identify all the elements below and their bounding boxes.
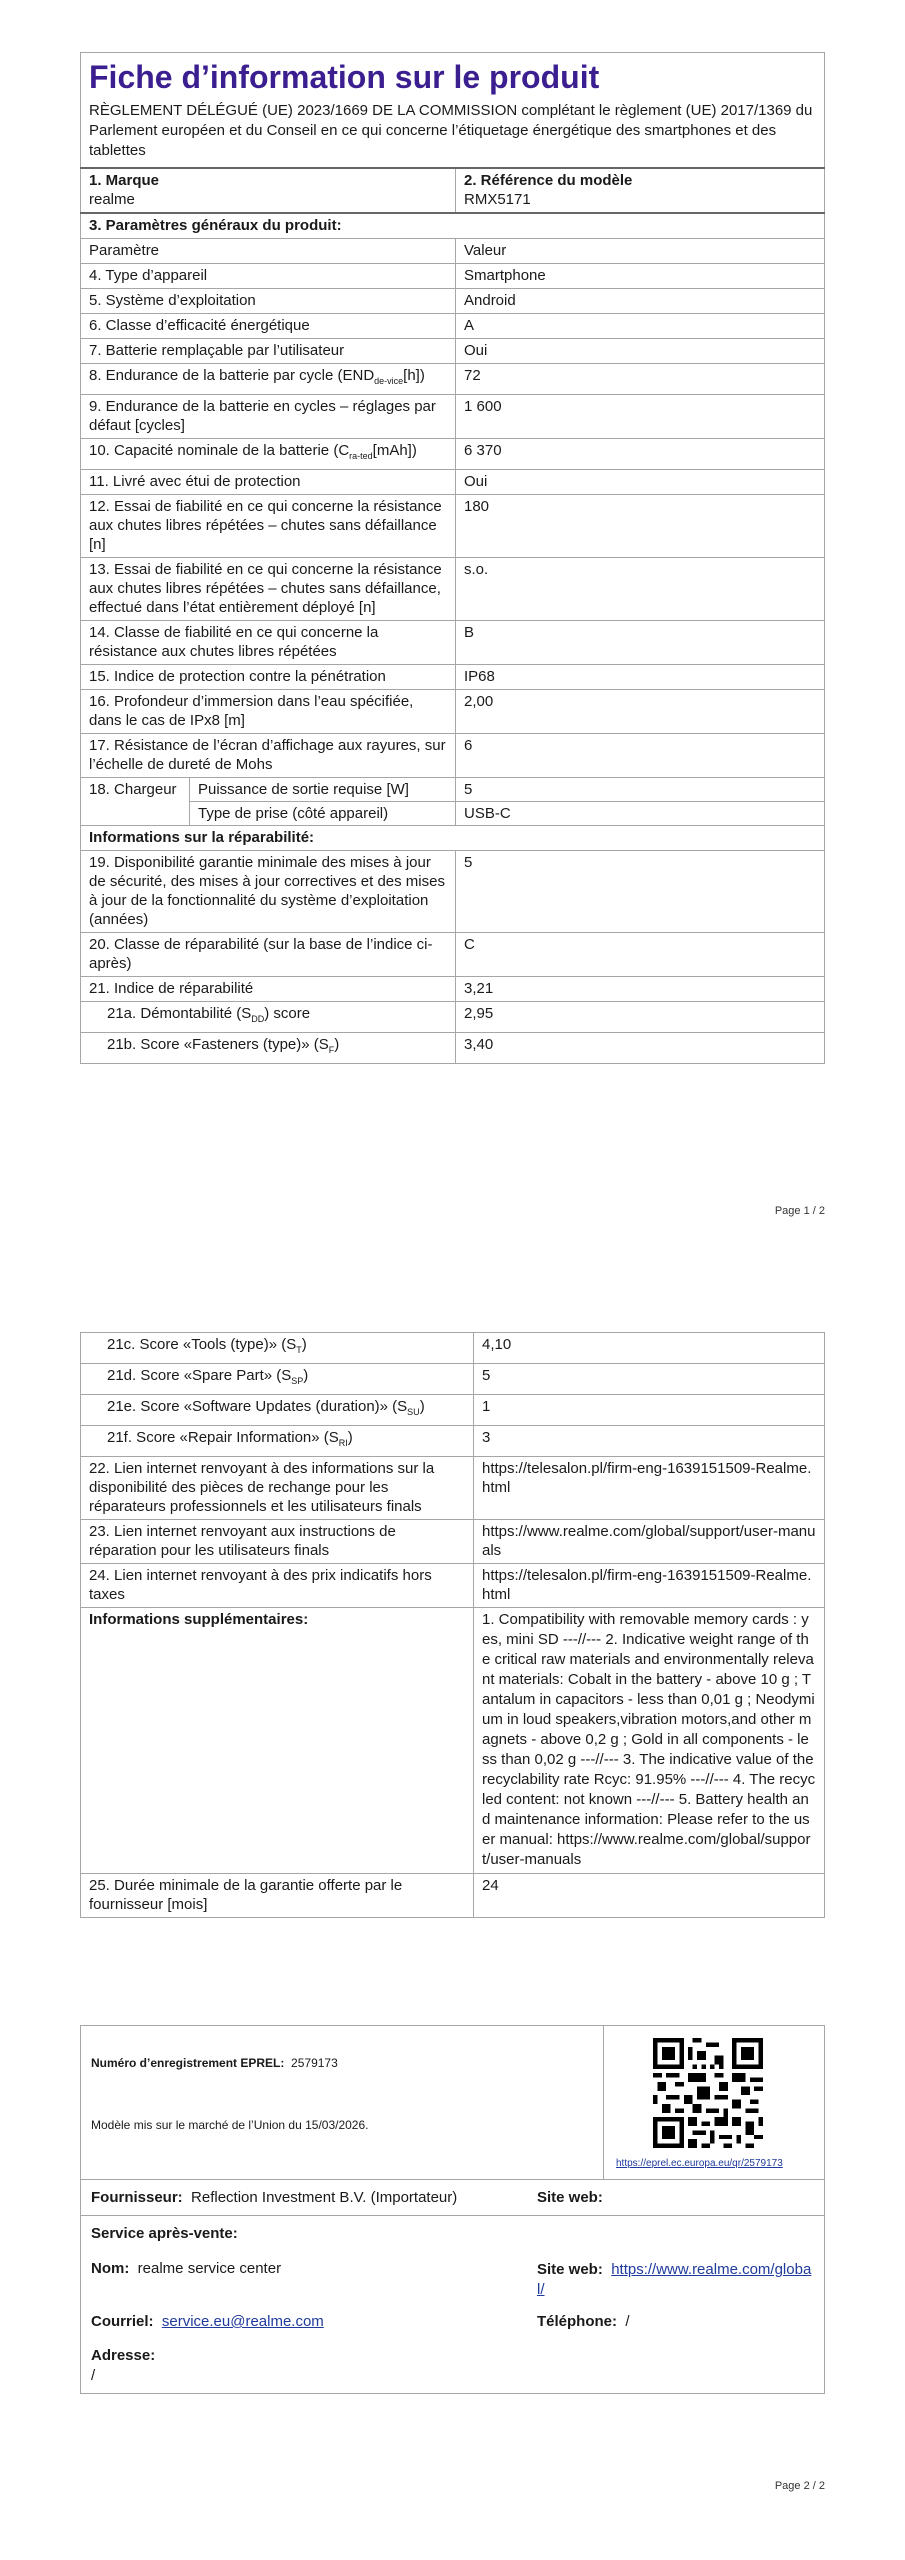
supplier-site-label: Site web:	[537, 2189, 603, 2206]
charger-power-label: Puissance de sortie requise [W]	[190, 778, 456, 802]
table-row: 21b. Score «Fasteners (type)» $(S_F)$ 3,40	[81, 1033, 825, 1064]
brand-cell	[81, 168, 456, 213]
model-label: 2. Référence du modèle	[464, 172, 633, 189]
phone-label: Téléphone:	[537, 2313, 618, 2330]
table-row	[81, 1608, 825, 1874]
market-date: Modèle mis sur le marché de l’Union du 15/03/2026.	[91, 2118, 369, 2132]
service-name-value: realme service center	[137, 2260, 282, 2277]
section-general: 3. Paramètres généraux du produit:	[81, 213, 825, 239]
table-row: 21e. Score «Software Updates (duration)» $(S_{SU})$ 1	[81, 1395, 825, 1426]
table-row: 21a. Démontabilité $(S_{DD})$ score 2,95	[81, 1002, 825, 1033]
table-row: 12. Essai de fiabilité en ce qui concerne la résistance aux chutes libres répétées – chutes sans défaillance [n] 180	[81, 495, 825, 558]
spec-table-2	[80, 1332, 825, 1918]
phone-value: /	[625, 2313, 630, 2330]
charger-label: 18. Chargeur	[81, 778, 190, 825]
spec-table-1	[80, 167, 825, 1064]
sheet-header	[80, 52, 825, 167]
table-row: 25. Durée minimale de la garantie offerte par le fournisseur [mois] 24	[81, 1874, 825, 1918]
table-row: 6. Classe d’efficacité énergétique A	[81, 314, 825, 339]
section-repair: Informations sur la réparabilité:	[81, 826, 825, 851]
header-param: Paramètre	[81, 239, 456, 264]
address-value: /	[91, 2367, 96, 2384]
supplier-value: Reflection Investment B.V. (Importateur)	[191, 2189, 458, 2206]
table-row: 8. Endurance de la batterie par cycle $(END_{de-vice}[h])$ 72	[81, 364, 825, 395]
table-row: 5. Système d’exploitation Android	[81, 289, 825, 314]
model-cell	[456, 168, 825, 213]
table-row: 22. Lien internet renvoyant à des informations sur la disponibilité des pièces de rechange pour les réparateurs professionnels et les utilisateurs finals https://telesalon.pl/firm-eng-1639151509-Realme.html	[81, 1457, 825, 1520]
supplier-box	[80, 2180, 825, 2394]
service-name-label: Nom:	[91, 2260, 130, 2277]
table-row: 21d. Score «Spare Part» $(S_{SP})$ 5	[81, 1364, 825, 1395]
eprel-box	[80, 2025, 825, 2180]
service-site-link[interactable]: https://www.realme.com/global/	[537, 2261, 812, 2298]
table-row: 24. Lien internet renvoyant à des prix indicatifs hors taxes https://telesalon.pl/firm-eng-1639151509-Realme.html	[81, 1564, 825, 1608]
eprel-qr-link[interactable]: https://eprel.ec.europa.eu/qr/2579173	[616, 2158, 783, 2169]
battery-endurance-label: 8. Endurance de la batterie par cycle $(END_{de-vice}[h])$	[81, 364, 456, 395]
eprel-reg-value: 2579173	[291, 2056, 338, 2070]
table-row: 7. Batterie remplaçable par l’utilisateur Oui	[81, 339, 825, 364]
section-extra: Informations supplémentaires:	[81, 1608, 474, 1874]
supplier-label: Fournisseur:	[91, 2189, 183, 2206]
table-row: 11. Livré avec étui de protection Oui	[81, 470, 825, 495]
table-row: 10. Capacité nominale de la batterie $(C_{ra-ted}[mAh])$ 6 370	[81, 439, 825, 470]
table-row: 13. Essai de fiabilité en ce qui concerne la résistance aux chutes libres répétées – chutes sans défaillance, effectué dans l’état entièrement déployé [n] s.o.	[81, 558, 825, 621]
table-row: 21. Indice de réparabilité 3,21	[81, 977, 825, 1002]
prices-link[interactable]: https://telesalon.pl/firm-eng-1639151509-Realme.html	[474, 1564, 825, 1608]
email-link[interactable]: service.eu@realme.com	[161, 2313, 324, 2330]
service-title: Service après-vente:	[91, 2225, 238, 2242]
spare-parts-link[interactable]: https://telesalon.pl/firm-eng-1639151509-Realme.html	[474, 1457, 825, 1520]
table-row	[81, 778, 825, 826]
table-row: 15. Indice de protection contre la pénétration IP68	[81, 665, 825, 690]
charger-values: 5 USB-C	[456, 778, 825, 826]
brand-value: realme	[89, 191, 135, 208]
page-2	[80, 1332, 825, 1918]
page-1	[80, 52, 825, 1064]
table-row: 16. Profondeur d’immersion dans l’eau spécifiée, dans le cas de IPx8 [m] 2,00	[81, 690, 825, 734]
table-row: 4. Type d’appareil Smartphone	[81, 264, 825, 289]
charger-plug-label: Type de prise (côté appareil)	[198, 805, 389, 822]
page-number-1: Page 1 / 2	[774, 1205, 825, 1217]
table-row: 20. Classe de réparabilité (sur la base de l’indice ci-après) C	[81, 933, 825, 977]
model-value: RMX5171	[464, 191, 531, 208]
page-title: Fiche d’information sur le produit	[89, 59, 600, 95]
address-label: Adresse:	[91, 2347, 156, 2364]
table-row: 21f. Score «Repair Information» $(S_{RI})$ 3	[81, 1426, 825, 1457]
table-row: 21c. Score «Tools (type)» $(S_T)$ 4,10	[81, 1333, 825, 1364]
qr-code-icon	[653, 2038, 763, 2148]
table-row: 19. Disponibilité garantie minimale des mises à jour de sécurité, des mises à jour correctives et des mises à jour de la fonctionnalité du système d’exploitation (années) 5	[81, 851, 825, 933]
table-row: 9. Endurance de la batterie en cycles – réglages par défaut [cycles] 1 600	[81, 395, 825, 439]
regulation-text: RÈGLEMENT DÉLÉGUÉ (UE) 2023/1669 DE LA COMMISSION complétant le règlement (UE) 2017/1369 du Parlement européen et du Conseil en ce qui concerne l’étiquetage énergétique des smartphones et des tablettes	[89, 102, 813, 159]
table-row: 17. Résistance de l’écran d’affichage aux rayures, sur l’échelle de dureté de Mohs 6	[81, 734, 825, 778]
page-number-2: Page 2 / 2	[774, 2480, 825, 2492]
extra-info: 1. Compatibility with removable memory cards : yes, mini SD ---//--- 2. Indicative weight range of the critical raw materials and environmentally relevant materials: Cobalt in the battery - above 10 g ; Tantalum in capacitors - less than 0,01 g ; Neodymium in loud speakers,vibration motors,and other magnets - above 0,2 g ; Gold in all components - less than 0,02 g ---//--- 3. The indicative value of the recyclability rate Rcyc: 91.95% ---//--- 4. The recycled content: not known ---//--- 5. Battery health and maintenance information: Please refer to the user manual: https://www.realme.com/global/support/user-manuals	[474, 1608, 825, 1874]
header-value: Valeur	[456, 239, 825, 264]
battery-capacity-label: 10. Capacité nominale de la batterie $(C_{ra-ted}[mAh])$	[81, 439, 456, 470]
email-label: Courriel:	[91, 2313, 154, 2330]
table-row: 14. Classe de fiabilité en ce qui concerne la résistance aux chutes libres répétées B	[81, 621, 825, 665]
eprel-reg-label: Numéro d’enregistrement EPREL:	[91, 2056, 285, 2070]
brand-label: 1. Marque	[89, 172, 160, 189]
table-row: 23. Lien internet renvoyant aux instructions de réparation pour les utilisateurs finals https://www.realme.com/global/support/user-manuals	[81, 1520, 825, 1564]
service-site-label: Site web:	[537, 2261, 603, 2278]
charger-cell	[81, 778, 456, 826]
repair-instructions-link[interactable]: https://www.realme.com/global/support/user-manuals	[474, 1520, 825, 1564]
